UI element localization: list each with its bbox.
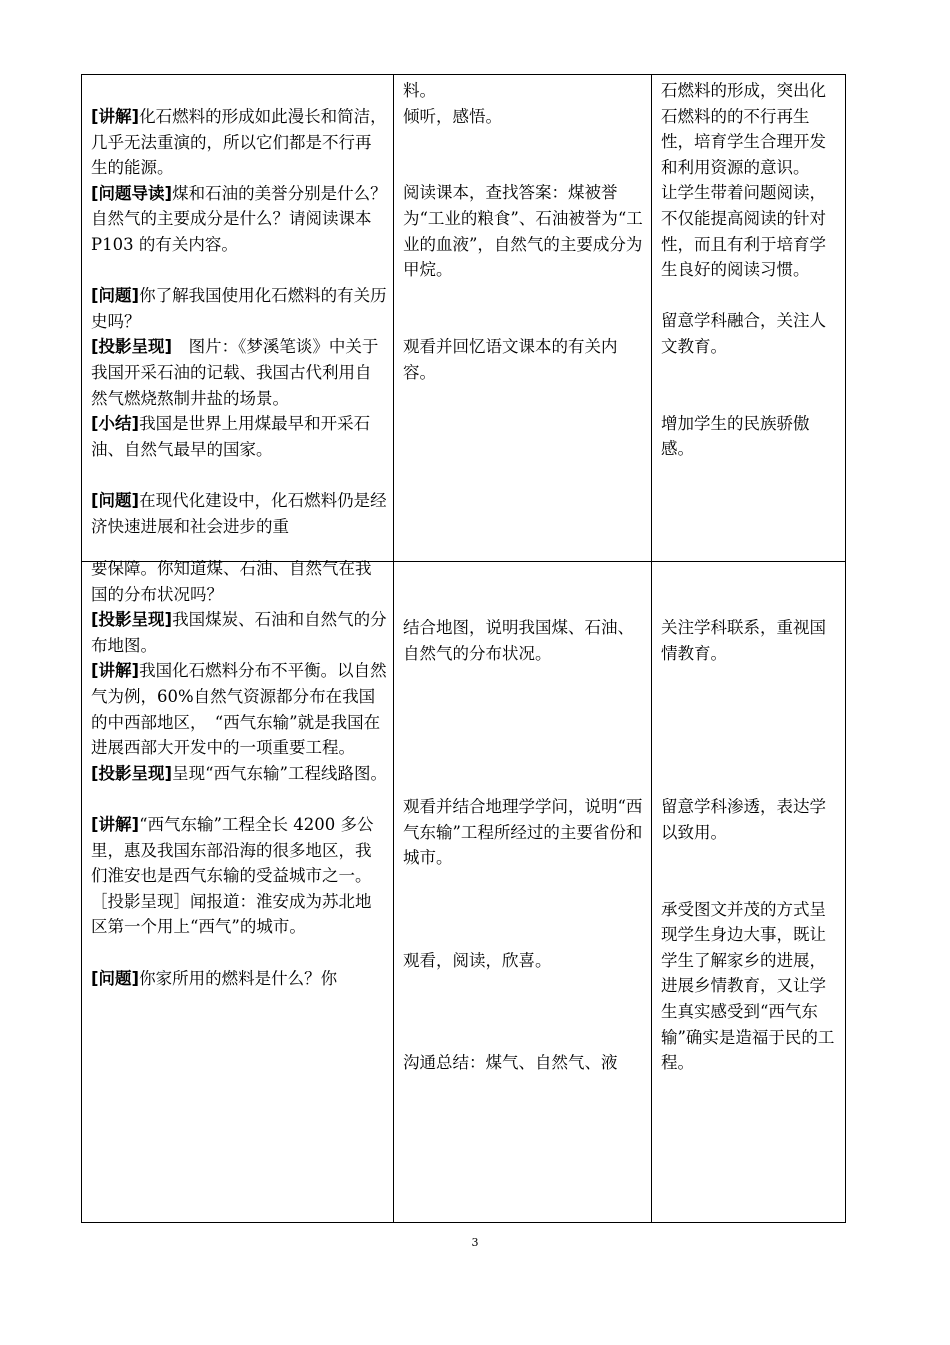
intent-para: 承受图文并茂的方式呈现学生身边大事，既让学生了解家乡的进展，进展乡情教育，又让学生真实感受到“西气东输”确实是造福于民的工程。 <box>661 899 835 1073</box>
student-para: 料。 <box>403 81 436 100</box>
intent-para: 留意学科融合，关注人文教育。 <box>661 311 826 356</box>
teacher-para: 要保障。你知道煤、石油、自然气在我国的分布状况吗？ <box>91 559 372 604</box>
row1-teacher-cell <box>91 104 387 539</box>
column-divider-1 <box>393 75 394 1222</box>
student-para: 结合地图，说明我国煤、石油、自然气的分布状况。 <box>403 618 634 663</box>
intent-para: 增加学生的民族骄傲感。 <box>661 413 810 459</box>
intent-para: 留意学科渗透，表达学以致用。 <box>661 797 826 842</box>
teacher-para: [问题]你了解我国使用化石燃料的有关历史吗？ <box>91 286 387 331</box>
teacher-para: [讲解]“西气东输”工程全长 4200 多公里，惠及我国东部沿海的很多地区，我们淮安也是西气东输的受益城市之一。 <box>91 814 374 886</box>
teacher-para: [讲解]化石燃料的形成如此漫长和简洁，几乎无法重演的，所以它们都是不行再生的能源。 <box>91 107 387 178</box>
row2-teacher-cell <box>91 556 387 991</box>
teacher-para: [问题]你家所用的燃料是什么？你 <box>91 968 338 988</box>
page-number: 3 <box>471 1236 479 1249</box>
student-para: 观看并结合地理学学问，说明“西气东输”工程所经过的主要省份和城市。 <box>403 797 643 868</box>
student-para: 阅读课本，查找答案：煤被誉为“工业的粮食”、石油被誉为“工业的血液”，自然气的主要成分为甲烷。 <box>403 183 643 280</box>
student-para: 倾听，感悟。 <box>403 106 502 126</box>
row2-student-cell <box>403 615 643 1076</box>
intent-para: 让学生带着问题阅读，不仅能提高阅读的针对性，而且有利于培育学生良好的阅读习惯。 <box>661 183 826 280</box>
teacher-para: ［投影呈现］闻报道：淮安成为苏北地区第一个用上“西气”的城市。 <box>91 891 372 937</box>
teacher-para: [小结]我国是世界上用煤最早和开采石油、自然气最早的国家。 <box>91 414 371 459</box>
intent-para: 关注学科联系，重视国情教育。 <box>661 618 826 663</box>
teacher-para: [投影呈现]我国煤炭、石油和自然气的分布地图。 <box>91 610 387 655</box>
intent-para: 石燃料的形成，突出化石燃料的的不行再生性，培育学生合理开发和利用资源的意识。 <box>661 81 826 177</box>
teacher-para: [投影呈现]呈现“西气东输”工程线路图。 <box>91 763 387 783</box>
row1-intent-cell <box>661 78 841 462</box>
teacher-para: [投影呈现] 图片：《梦溪笔谈》中关于我国开采石油的记载、我国古代利用自然气燃烧熬制井盐的场景。 <box>91 337 379 408</box>
teacher-para: [讲解]我国化石燃料分布不平衡。以自然气为例，60%自然气资源都分布在我国的中西部地区， “西气东输”就是我国在进展西部大开发中的一项重要工程。 <box>91 661 387 758</box>
teacher-para: [问题]在现代化建设中，化石燃料仍是经济快速进展和社会进步的重 <box>91 490 387 536</box>
student-para: 观看并回忆语文课本的有关内容。 <box>403 336 618 382</box>
row2-intent-cell <box>661 615 841 1076</box>
column-divider-2 <box>651 75 652 1222</box>
row1-student-cell <box>403 78 643 385</box>
student-para: 沟通总结：煤气、自然气、液 <box>403 1053 618 1073</box>
student-para: 观看，阅读，欣喜。 <box>403 950 552 970</box>
lesson-table <box>81 74 846 1223</box>
teacher-para: [问题导读]煤和石油的美誉分别是什么？自然气的主要成分是什么？请阅读课本 P103 的有关内容。 <box>91 183 387 254</box>
